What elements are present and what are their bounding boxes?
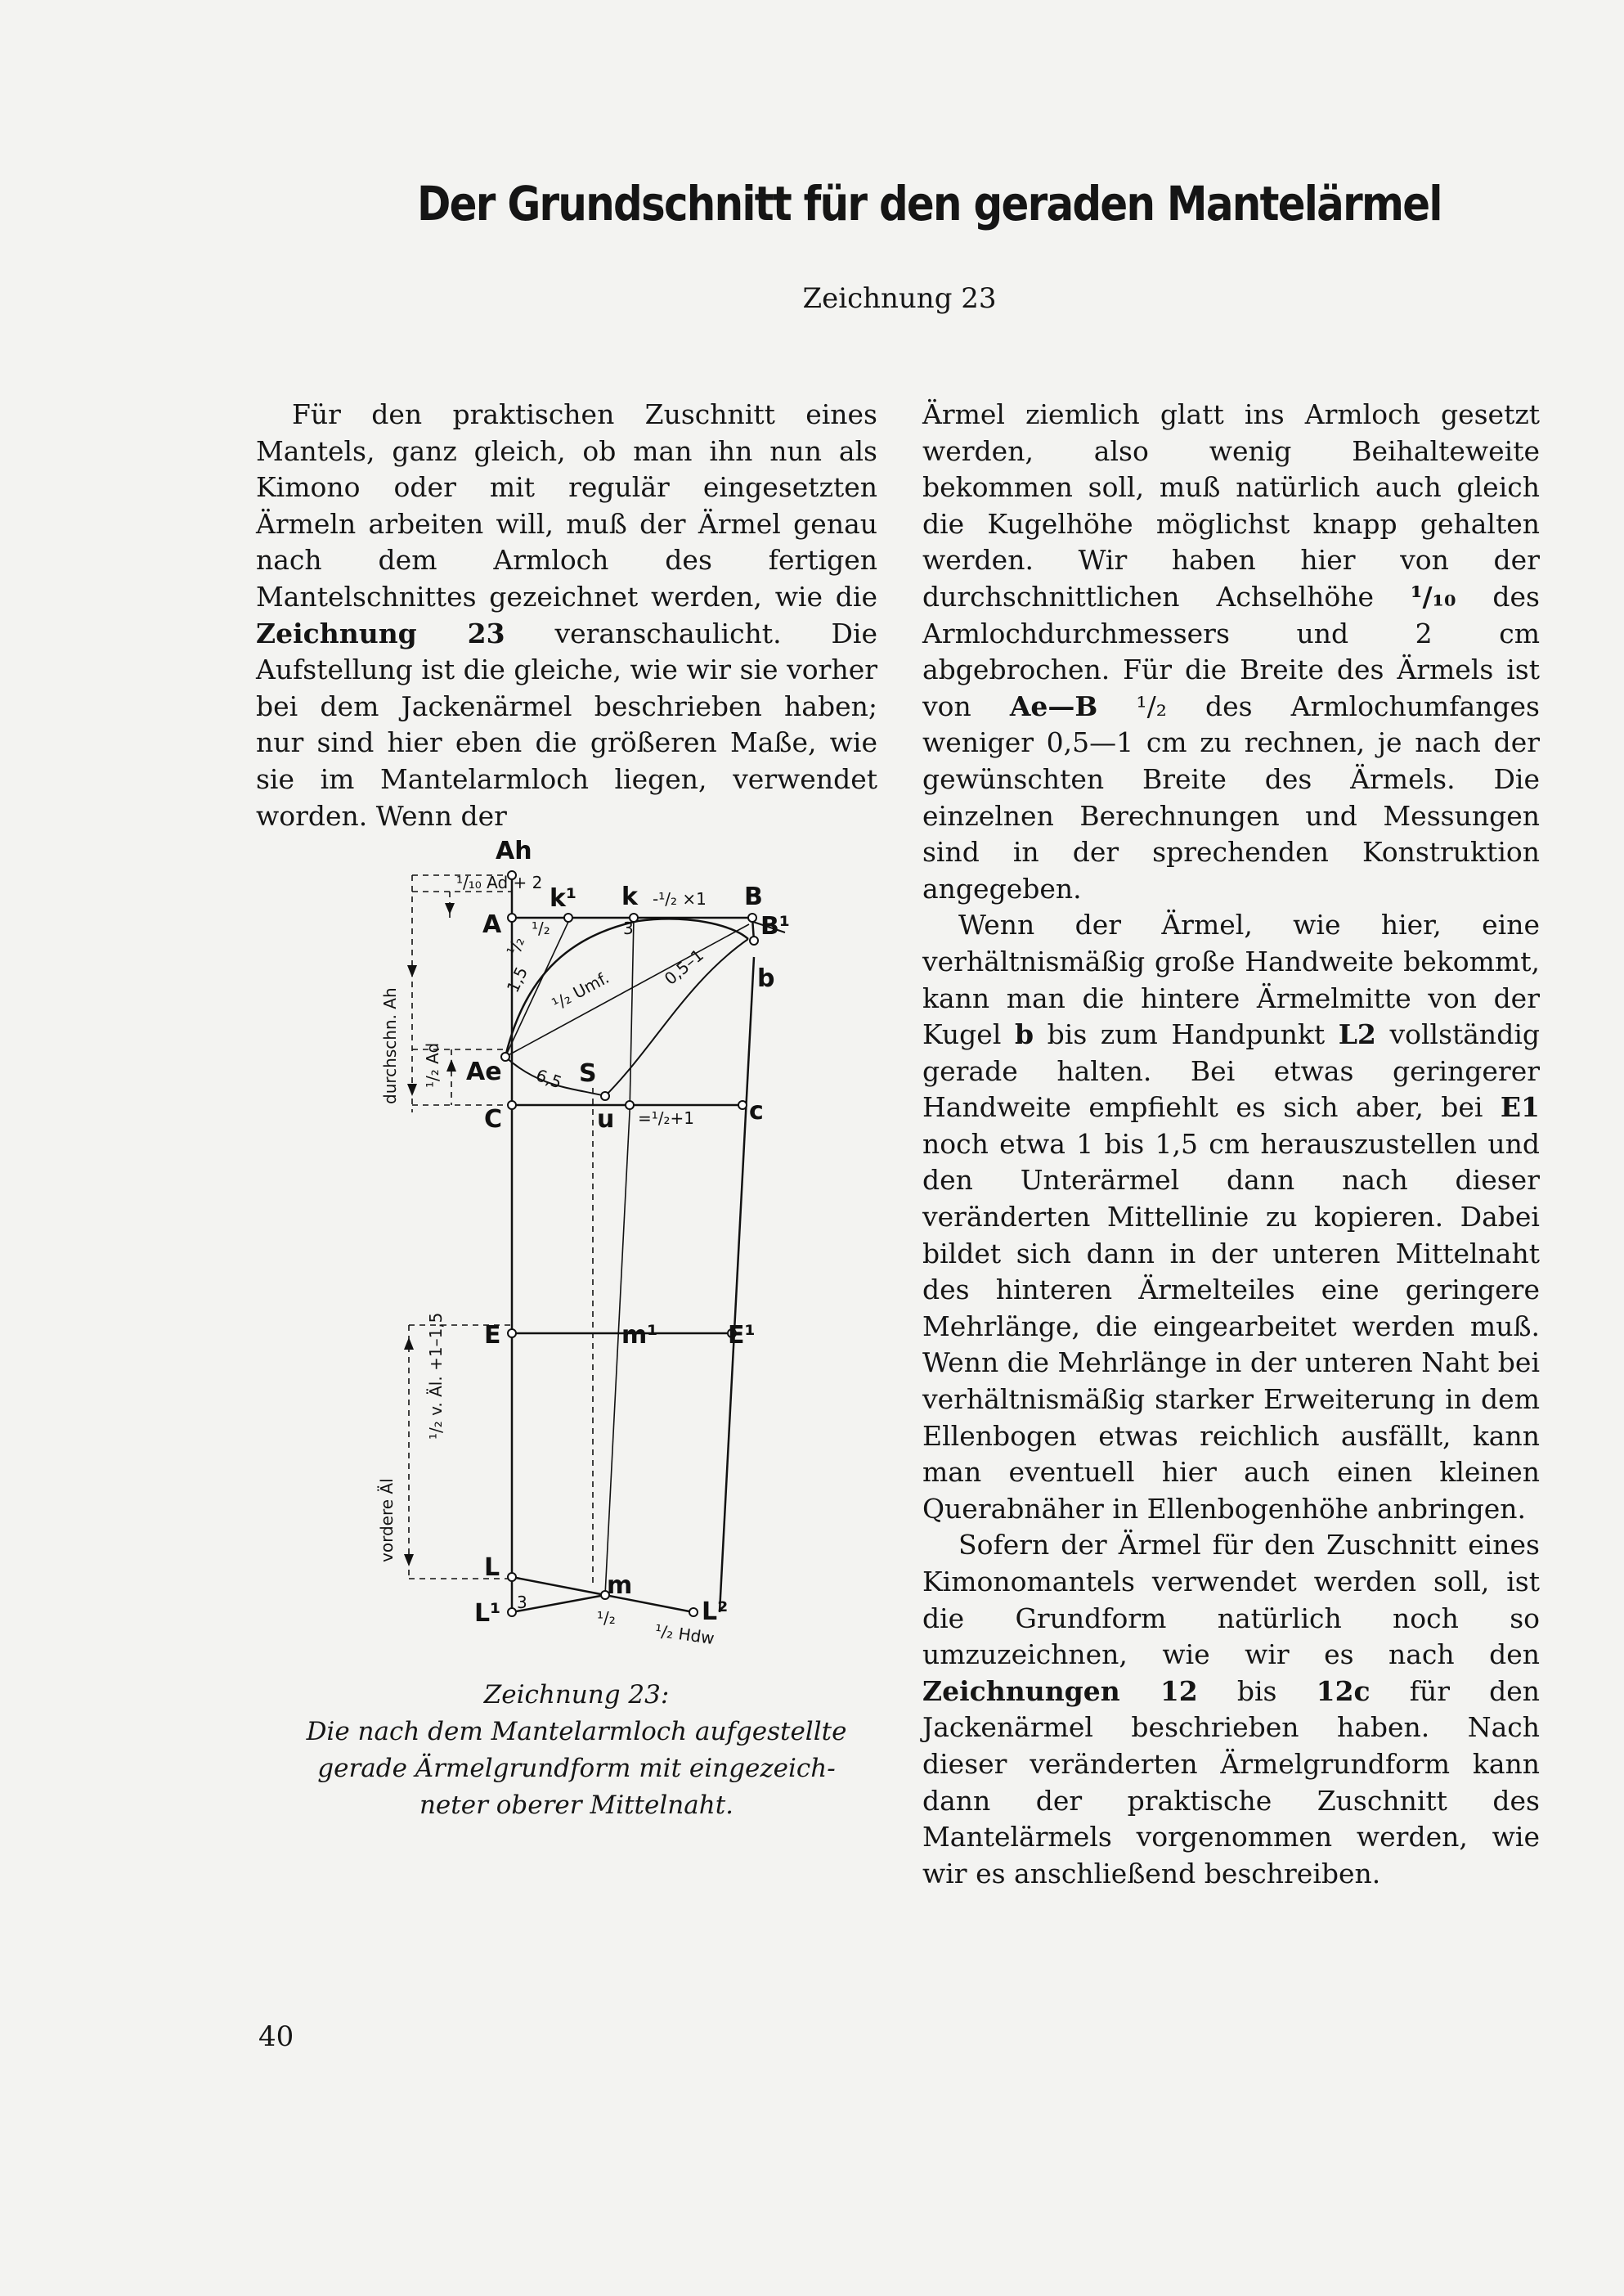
label-e: E — [484, 1321, 501, 1350]
left-paragraph: Für den praktischen Zuschnitt eines Mantels, ganz gleich, ob man ihn nun als Kimono oder mit regulär eingesetzten Ärmeln arbeiten will, muß der Ärmel genau nach dem Armloch des fertigen Mantelschnittes gezeichnet werden, wie die Zeichnung 23 veranschaulicht. Die Aufstellung ist die gleiche, wie wir sie vorher bei dem Jackenärmel beschrieben haben; nur sind hier eben die größeren Maße, wie sie im Mantelarmloch liegen, verwendet worden. Wenn der — [256, 398, 878, 832]
label-m: m — [607, 1571, 633, 1600]
label-s: S — [579, 1059, 597, 1088]
label-m1: m¹ — [621, 1321, 658, 1350]
label-b1: B¹ — [760, 912, 791, 941]
label-a: A — [482, 910, 502, 939]
label-half-3: ¹/₂ — [597, 1608, 616, 1628]
label-dist: 0,5–1 — [660, 945, 707, 989]
label-c-lower: c — [749, 1097, 764, 1126]
label-k: k — [621, 883, 638, 911]
sleeve-pattern-figure — [360, 837, 791, 1660]
label-half-1: ¹/₂ — [532, 919, 550, 938]
label-l1: L¹ — [474, 1599, 501, 1628]
page-number: 40 — [258, 2020, 294, 2053]
label-ad-side: ¹/₂ Ad — [423, 1042, 442, 1088]
label-b-upper: B — [744, 883, 763, 911]
label-ae: Ae — [466, 1058, 502, 1086]
label-umf: ¹/₂ Umf. — [549, 967, 612, 1014]
label-l: L — [484, 1553, 500, 1582]
label-durchschn: durchschn. Ah — [380, 987, 400, 1104]
back-seam-line — [720, 957, 754, 1612]
label-num-65: 6,5 — [533, 1065, 565, 1093]
left-column — [256, 397, 877, 834]
label-num-15: 1,5 — [502, 964, 532, 996]
label-k1: k¹ — [550, 884, 577, 913]
label-u: u — [597, 1105, 615, 1134]
label-al-note: ¹/₂ v. Äl. +1–1,5 — [426, 1312, 446, 1440]
cap-curve — [502, 919, 748, 1057]
caption-line-1: Zeichnung 23: — [483, 1680, 670, 1710]
label-u-note: =¹/₂+1 — [638, 1108, 695, 1128]
label-k-note: -¹/₂ ×1 — [653, 889, 707, 909]
right-paragraph-3: Sofern der Ärmel für den Zuschnitt eines Kimonomantels verwendet werden soll, ist die Grundform natürlich noch so umzuzeichnen, wie wir es nach den Zeichnungen 12 bis 12c für den Jackenärmel beschrieben haben. Nach dieser veränderten Ärmelgrundform kann dann der praktische Zuschnitt des Mantelärmels vorgenommen werden, wie wir es anschließend beschreiben. — [922, 1529, 1540, 1889]
caption-line-2: Die nach dem Mantelarmloch aufgestellte — [306, 1717, 847, 1746]
label-e1: E¹ — [728, 1321, 756, 1350]
label-ad-note: ¹/₁₀ Ad + 2 — [456, 873, 543, 892]
label-vordere: vordere Äl — [377, 1478, 397, 1562]
right-paragraph-2: Wenn der Ärmel, wie hier, eine verhältnismäßig große Handweite bekommt, kann man die hintere Ärmelmitte von der Kugel b bis zum Handpunkt L2 vollständig gerade halten. Bei etwas geringerer Handweite empfiehlt es sich aber, bei E1 noch etwa 1 bis 1,5 cm herauszustellen und den Unterärmel dann nach dieser veränderten Mittellinie zu kopieren. Dabei bildet sich dann in der unteren Mittelnaht des hinteren Ärmelteiles eine geringere Mehrlänge, die eingearbeitet werden muß. Wenn die Mehrlänge in der unteren Naht bei verhältnismäßig starker Erweiterung in dem Ellenbogen etwas reichlich ausfällt, kann man eventuell hier auch einen kleinen Querabnäher in Ellenbogenhöhe anbringen. — [922, 909, 1540, 1525]
label-b-lower: b — [757, 964, 775, 993]
caption-line-3: gerade Ärmelgrundform mit eingezeich- — [317, 1754, 836, 1783]
label-hdw: ¹/₂ Hdw — [653, 1620, 716, 1649]
label-num-3b: 3 — [517, 1593, 527, 1612]
label-half-2: ¹/₂ — [502, 933, 529, 959]
figure-caption — [290, 1677, 863, 1824]
label-num-3a: 3 — [623, 919, 634, 938]
label-c-upper: C — [484, 1105, 503, 1134]
caption-line-4: neter oberer Mittelnaht. — [419, 1791, 734, 1820]
label-l2: L² — [702, 1597, 729, 1626]
right-column — [922, 397, 1540, 1892]
right-paragraph-1: Ärmel ziemlich glatt ins Armloch gesetzt werden, also wenig Beihalteweite bekommen soll, muß natürlich auch gleich die Kugelhöhe möglichst knapp gehalten werden. Wir haben hier von der durchschnittlichen Achselhöhe ¹/₁₀ des Armlochdurchmessers und 2 cm abgebrochen. Für die Breite des Ärmels ist von Ae—B ¹/₂ des Armlochumfanges weniger 0,5—1 cm zu rechnen, je nach der gewünschten Breite des Ärmels. Die einzelnen Berechnungen und Messungen sind in der sprechenden Konstruktion angegeben. — [922, 398, 1540, 905]
page-title: Der Grundschnitt für den geraden Mantelärmel — [417, 176, 1442, 231]
drawing-reference: Zeichnung 23 — [802, 282, 997, 315]
label-ah: Ah — [496, 837, 532, 865]
